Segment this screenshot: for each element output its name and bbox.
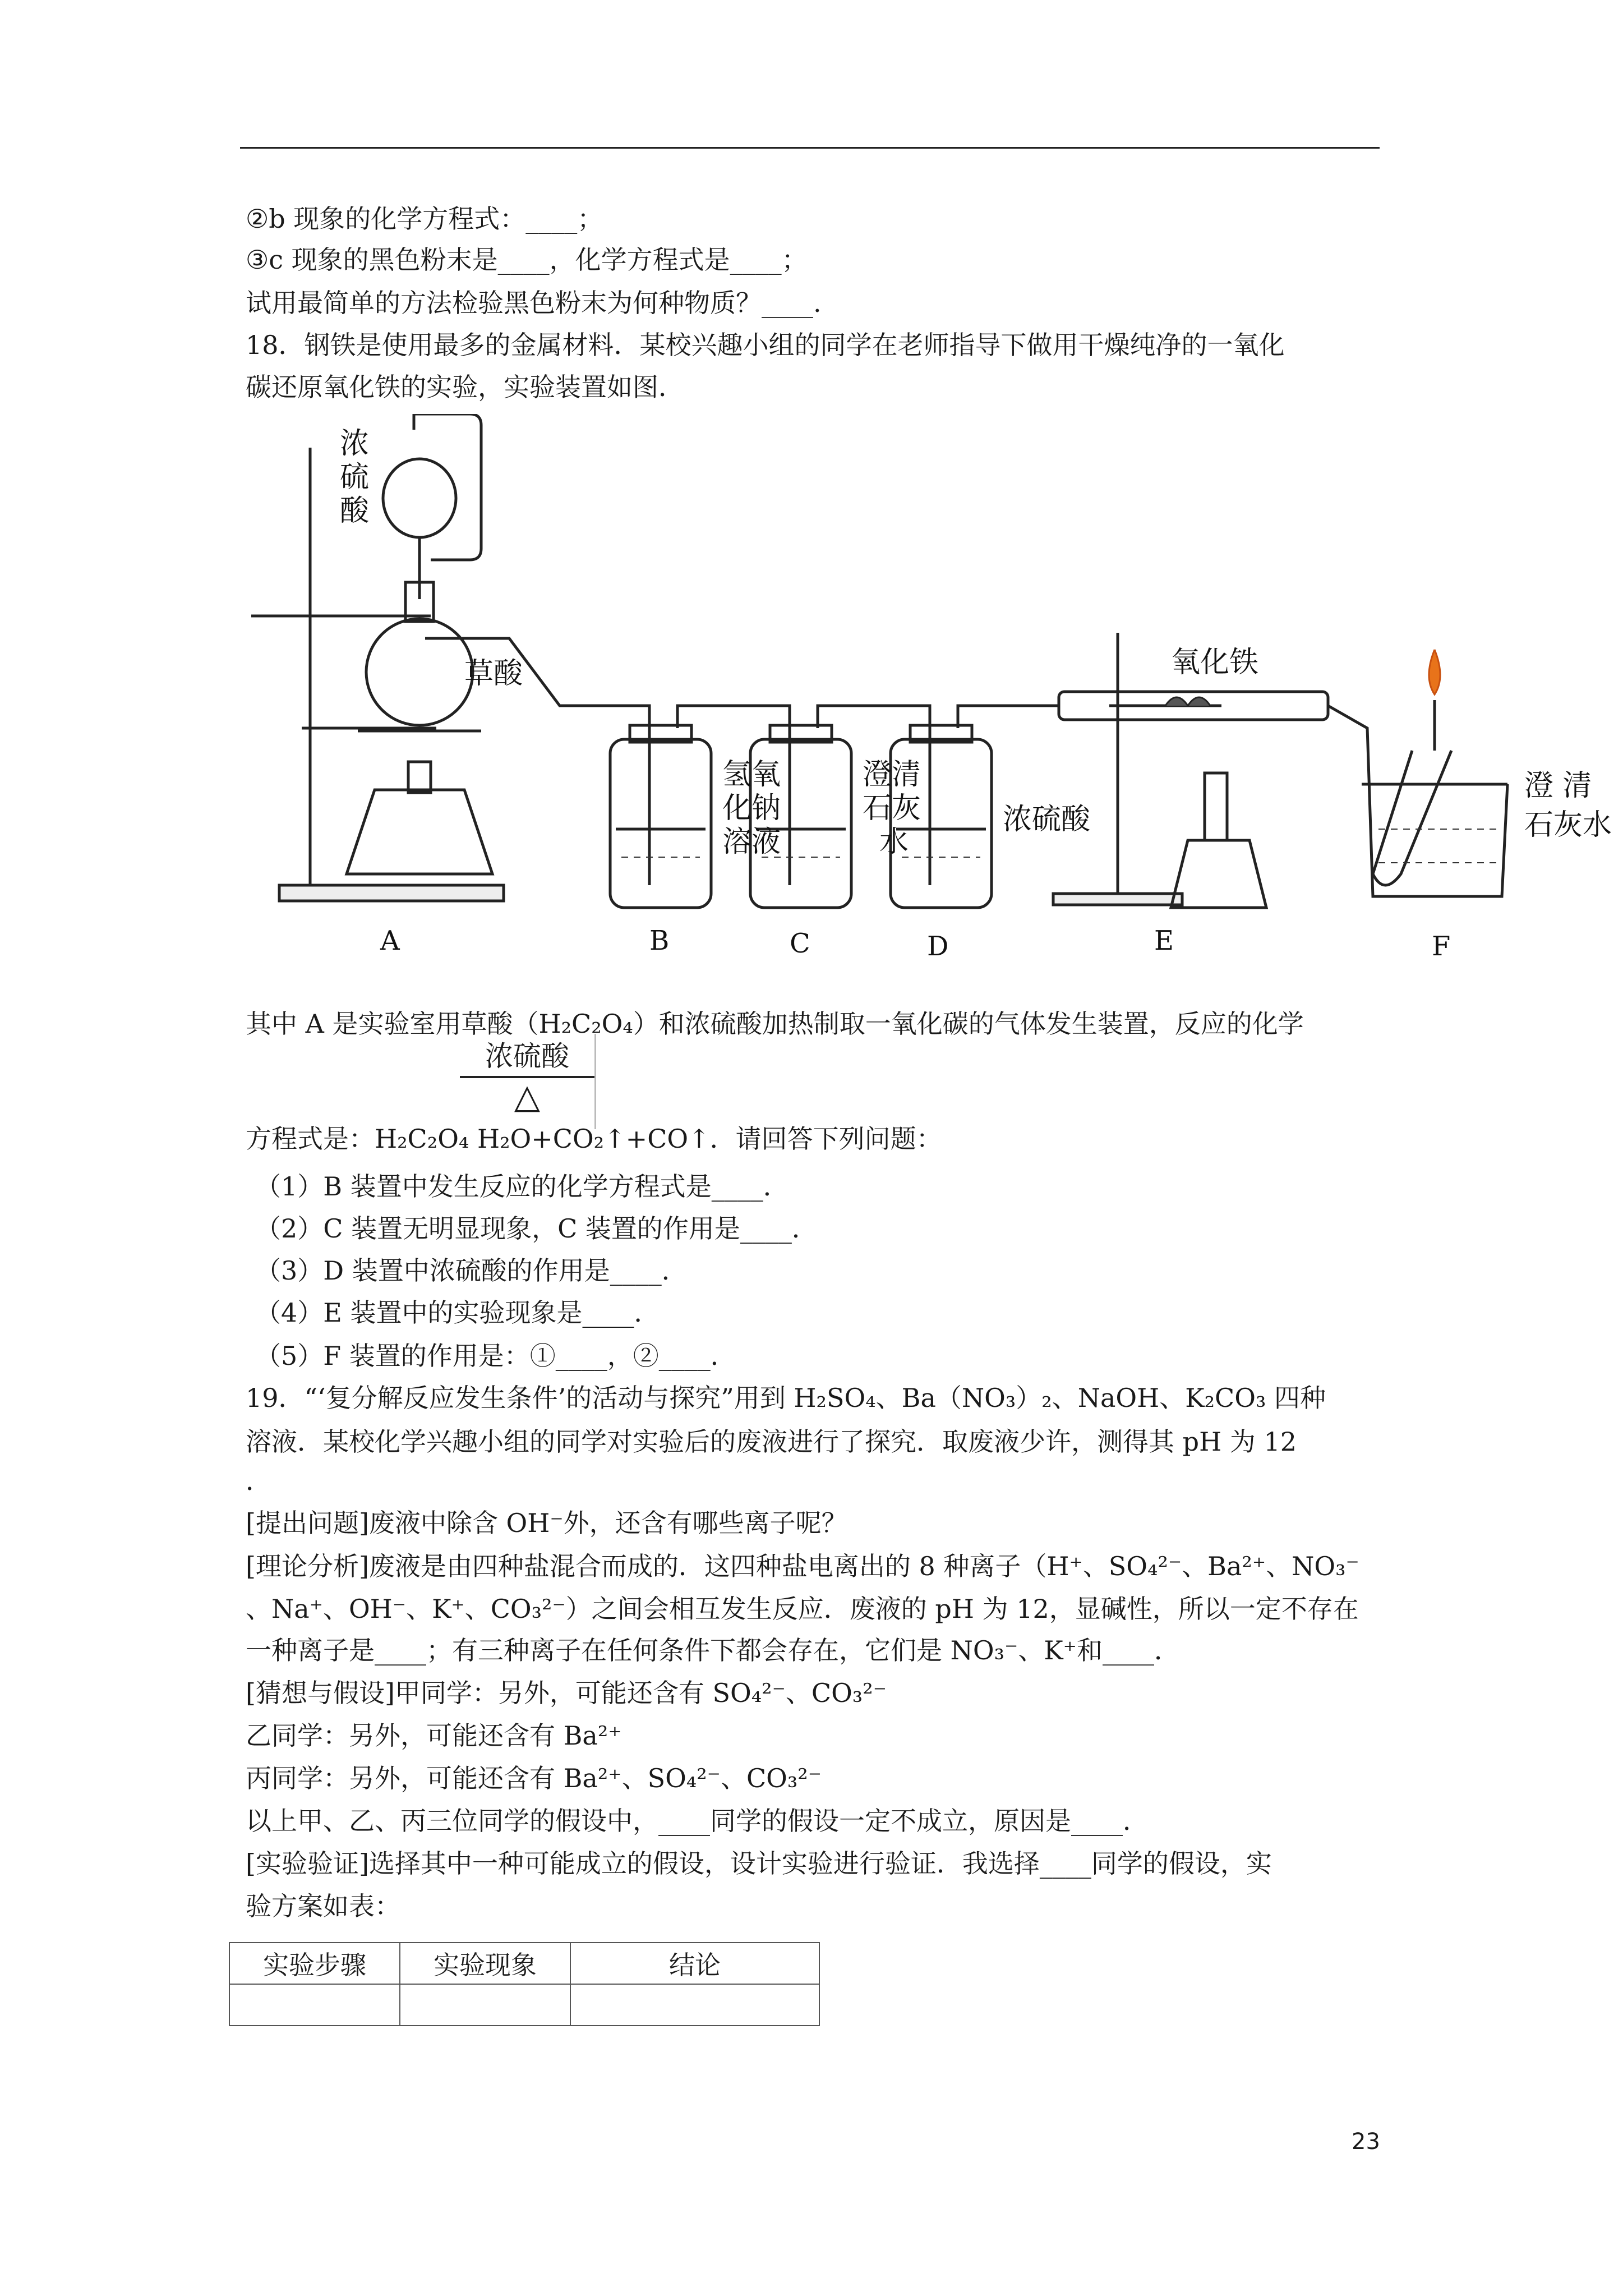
equation-condition: △	[514, 1077, 541, 1116]
experiment-table	[229, 1942, 820, 2026]
svg-text:酸: 酸	[340, 494, 370, 528]
svg-text:C: C	[790, 928, 810, 958]
q19-line-1: 19．“‘复分解反应发生条件’的活动与探究”用到 H₂SO₄、Ba（NO₃）₂、NaOH、K₂CO₃ 四种	[246, 1383, 1326, 1413]
q18-intro-2: 碳还原氧化铁的实验，实验装置如图．	[246, 372, 684, 402]
svg-text:A: A	[380, 925, 400, 956]
svg-text:硫: 硫	[340, 461, 370, 494]
q19-line-9: 乙同学：另外，可能还含有 Ba²⁺	[246, 1720, 622, 1751]
equation-box-edge	[594, 1034, 596, 1129]
q19-line-4: [提出问题]废液中除含 OH⁻外，还含有哪些离子呢？	[246, 1508, 847, 1538]
svg-text:F: F	[1432, 931, 1451, 958]
table-cell	[400, 1984, 570, 2026]
q18-question-4: （4）E 装置中的实验现象是____．	[255, 1297, 660, 1328]
table-header-steps: 实验步骤	[229, 1943, 400, 1984]
q19-line-5: [理论分析]废液是由四种盐混合而成的．这四种盐电离出的 8 种离子（H⁺、SO₄²⁻、Ba²⁺、NO₃⁻	[246, 1551, 1359, 1581]
table-cell	[229, 1984, 400, 2026]
q17-test-line: 试用最简单的方法检验黑色粉末为何种物质？____.	[246, 288, 822, 318]
q19-line-11: 以上甲、乙、丙三位同学的假设中，____同学的假设一定不成立，原因是____．	[246, 1806, 1149, 1836]
svg-text:溶液: 溶液	[722, 825, 781, 859]
label-oxalic: 草酸	[464, 657, 523, 691]
q19-line-12: [实验验证]选择其中一种可能成立的假设，设计实验进行验证．我选择____同学的假设，实	[246, 1848, 1272, 1879]
q18-question-2: （2）C 装置无明显现象，C 装置的作用是____．	[255, 1213, 818, 1244]
svg-text:B: B	[649, 925, 670, 956]
svg-text:浓硫酸: 浓硫酸	[1003, 803, 1091, 836]
q19-line-7: 一种离子是____；有三种离子在任何条件下都会存在，它们是 NO₃⁻、K⁺和____．	[246, 1635, 1180, 1665]
svg-text:澄清: 澄清	[863, 758, 921, 792]
q18-equation-line: 方程式是：H₂C₂O₄ H₂O+CO₂↑+CO↑．请回答下列问题：	[246, 1124, 942, 1154]
q18-question-5: （5）F 装置的作用是：①____，②____．	[255, 1341, 736, 1371]
apparatus-figure	[246, 414, 1620, 958]
svg-text:E: E	[1154, 925, 1174, 956]
label-conc-acid-a: 浓	[340, 427, 370, 461]
q19-line-13: 验方案如表：	[246, 1891, 400, 1921]
equation-catalyst: 浓硫酸	[485, 1040, 569, 1073]
q18-question-1: （1）B 装置中发生反应的化学方程式是____．	[255, 1171, 789, 1202]
header-rule	[240, 147, 1380, 149]
q18-after-figure: 其中 A 是实验室用草酸（H₂C₂O₄）和浓硫酸加热制取一氧化碳的气体发生装置，反应的化学	[246, 1009, 1304, 1039]
q19-line-10: 丙同学：另外，可能还含有 Ba²⁺、SO₄²⁻、CO₃²⁻	[246, 1763, 822, 1793]
svg-text:石灰: 石灰	[863, 792, 921, 825]
table-row	[229, 1984, 819, 2026]
table-header-phenomena: 实验现象	[400, 1943, 570, 1984]
q19-line-6: 、Na⁺、OH⁻、K⁺、CO₃²⁻）之间会相互发生反应．废液的 pH 为 12，显碱性，所以一定不存在	[246, 1594, 1359, 1624]
q17-c-line: ③c 现象的黑色粉末是____，化学方程式是____；	[246, 245, 808, 275]
q17-b-line: ②b 现象的化学方程式：____；	[246, 204, 603, 234]
svg-text:氢氧: 氢氧	[722, 758, 781, 792]
q19-line-2: 溶液．某校化学兴趣小组的同学对实验后的废液进行了探究．取废液少许，测得其 pH 为 12	[246, 1427, 1297, 1457]
table-header-conclusion: 结论	[570, 1943, 819, 1984]
svg-text:D: D	[927, 931, 949, 958]
q18-question-3: （3）D 装置中浓硫酸的作用是____．	[255, 1255, 688, 1286]
table-cell	[570, 1984, 819, 2026]
q18-intro-1: 18．钢铁是使用最多的金属材料．某校兴趣小组的同学在老师指导下做用干燥纯净的一氧化	[246, 330, 1285, 360]
q19-line-3: ．	[246, 1466, 271, 1496]
svg-text:石灰水: 石灰水	[1524, 808, 1612, 842]
svg-text:氧化铁: 氧化铁	[1171, 646, 1259, 679]
page-number: 23	[1352, 2129, 1380, 2155]
q19-line-8: [猜想与假设]甲同学：另外，可能还含有 SO₄²⁻、CO₃²⁻	[246, 1678, 887, 1708]
svg-text:澄 清: 澄 清	[1524, 769, 1592, 803]
svg-text:水: 水	[879, 825, 909, 859]
svg-text:化钠: 化钠	[722, 792, 781, 825]
table-header-row	[229, 1943, 819, 1984]
